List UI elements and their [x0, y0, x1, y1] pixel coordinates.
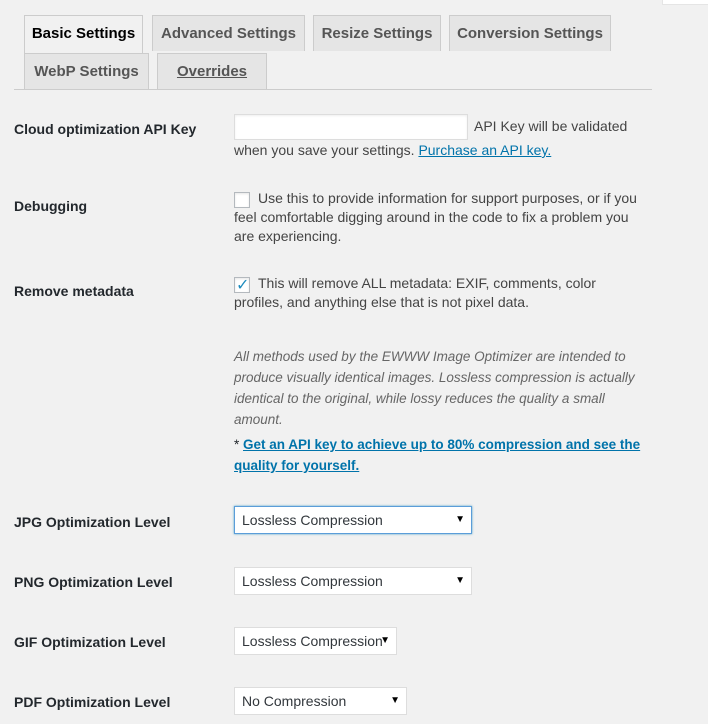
tab-webp-settings[interactable]: WebP Settings	[24, 53, 149, 89]
tab-conversion-settings[interactable]: Conversion Settings	[449, 15, 611, 51]
remove-metadata-description: This will remove ALL metadata: EXIF, comments, color profiles, and anything else that is not pixel data.	[234, 275, 596, 310]
jpg-level-label: JPG Optimization Level	[14, 514, 171, 530]
chevron-down-icon: ▼	[455, 514, 465, 525]
png-level-select[interactable]	[234, 567, 472, 595]
chevron-down-icon: ▼	[390, 695, 400, 706]
api-key-desc-text: when you save your settings.	[234, 142, 415, 158]
promo-text	[234, 434, 644, 476]
jpg-level-select[interactable]	[234, 506, 472, 534]
png-level-label: PNG Optimization Level	[14, 574, 173, 590]
chevron-down-icon: ▼	[455, 575, 465, 586]
pdf-level-select[interactable]	[234, 687, 407, 715]
api-key-input[interactable]	[234, 114, 468, 140]
debugging-label: Debugging	[14, 198, 88, 214]
compression-note: All methods used by the EWWW Image Optimizer are intended to produce visually identical images. Lossless compression is actually identical to the original, while lossy reduces the quality a small amount.	[234, 349, 635, 427]
promo-prefix: *	[234, 437, 244, 452]
png-level-value: Lossless Compression	[242, 573, 383, 589]
corner-box	[662, 0, 708, 5]
remove-metadata-label: Remove metadata	[14, 283, 134, 299]
chevron-down-icon: ▼	[380, 635, 390, 646]
api-key-label: Cloud optimization API Key	[14, 121, 197, 137]
gif-level-value: Lossless Compression	[242, 633, 383, 649]
purchase-api-key-link[interactable]: Purchase an API key.	[418, 142, 552, 158]
debugging-description: Use this to provide information for support purposes, or if you feel comfortable digging around in the code to fix a problem you are experiencing.	[234, 190, 637, 244]
pdf-level-label: PDF Optimization Level	[14, 694, 171, 710]
api-key-hint: API Key will be validated	[474, 118, 628, 134]
tab-advanced-settings[interactable]: Advanced Settings	[152, 15, 305, 51]
tab-overrides[interactable]: Overrides	[157, 53, 267, 89]
checkmark-icon: ✓	[236, 277, 250, 294]
gif-level-label: GIF Optimization Level	[14, 634, 166, 650]
gif-level-select[interactable]	[234, 627, 397, 655]
tab-resize-settings[interactable]: Resize Settings	[313, 15, 441, 51]
pdf-level-value: No Compression	[242, 693, 347, 709]
tab-basic-settings[interactable]: Basic Settings	[24, 15, 143, 53]
api-key-description	[234, 141, 644, 160]
get-api-key-link[interactable]: Get an API key to achieve up to 80% compression and see the quality for yourself.	[234, 437, 641, 473]
jpg-level-value: Lossless Compression	[242, 512, 383, 528]
tabs-divider	[14, 89, 652, 90]
